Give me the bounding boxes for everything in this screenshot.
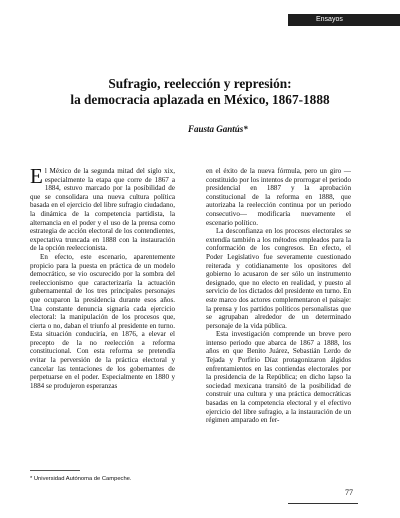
title-line-1: Sufragio, reelección y represión: xyxy=(108,76,292,91)
author-name: Fausta Gantús* xyxy=(188,124,248,134)
paragraph: Esta investigación comprende un breve pero intenso periodo que abarca de 1867 a 1888, los años en que Benito Juárez, Sebastián Lerdo de Tejada y Porfirio Díaz protagonizaron álgidos enfrentamientos en las contiendas electorales por la presidencia de la República; en dicho lapso la sociedad mexicana transitó de la posibilidad de construir una cultura y una práctica democráticas basadas en la competencia electoral y el efectivo ejercicio del libre sufragio, a la instauración de un régimen amparado en fer- xyxy=(206,330,351,425)
left-column xyxy=(30,164,175,390)
paragraph: en el éxito de la nueva fórmula, pero un giro —constituido por los intentos de prorrogar el periodo presidencial en 1887 y la aprobación constitucional de la reforma en 1888, que autorizaba la reelección continua por un periodo consecutivo— modificaría nuevamente el escenario político. xyxy=(206,167,351,227)
paragraph: En efecto, este escenario, aparentemente propicio para la puesta en práctica de un modelo democrático, se vio oscurecido por la sombra del reeleccionismo que caracterizaría la actuación gubernamental de los tres principales personajes que ocuparon la presidencia durante esos años. Una constante denuncia signaría cada ejercicio electoral: la manipulación de los procesos que, cierta o no, daban el triunfo al presidente en turno. Esta situación conduciría, en 1876, a elevar el precepto de la no reelección a reforma constitucional. Con esta reforma se pretendía evitar la perversión de la práctica electoral y cancelar las tentaciones de los gobernantes de perpetuarse en el poder. Especialmente en 1880 y 1884 se produjeron esperanzas xyxy=(30,252,175,390)
section-header-tab xyxy=(288,14,400,26)
right-column xyxy=(206,167,351,425)
footer-divider xyxy=(288,503,358,504)
drop-cap: E xyxy=(30,164,43,188)
paragraph-text: l México de la segunda mitad del siglo xix, especialmente la etapa que corre de 1867 a 1884, estuvo marcado por la posibilidad de que se consolidara una nueva cultura política basada en el ejercicio del libre sufragio ciudadano, la dinámica de la competencia partidista, la alternancia en el poder y el uso de la prensa como estrategia de acción electoral de los contendientes, expectativa truncada en 1888 con la instauración de la opción reeleccionista. xyxy=(30,167,175,253)
footnote: * Universidad Autónoma de Campeche. xyxy=(30,476,132,482)
page-number: 77 xyxy=(345,488,353,497)
paragraph xyxy=(30,164,175,253)
section-label: Ensayos xyxy=(316,16,343,23)
paragraph: La desconfianza en los procesos electorales se extendía también a los métodos empleados para la conformación de los congresos. En efecto, el Poder Legislativo fue severamente cuestionado reiterada y cotidianamente los opositores del gobierno lo acusaron de ser sólo un instrumento designado, que no electo en realidad, y puesto al servicio de los dictados del presidente en turno. En este marco dos actores complementaron el paisaje: la prensa y los partidos políticos personalistas que se agrupaban alrededor de un determinado personaje de la vida pública. xyxy=(206,227,351,330)
article-title xyxy=(40,76,360,108)
footnote-divider xyxy=(30,470,80,471)
title-line-2: la democracia aplazada en México, 1867-1888 xyxy=(70,92,330,107)
